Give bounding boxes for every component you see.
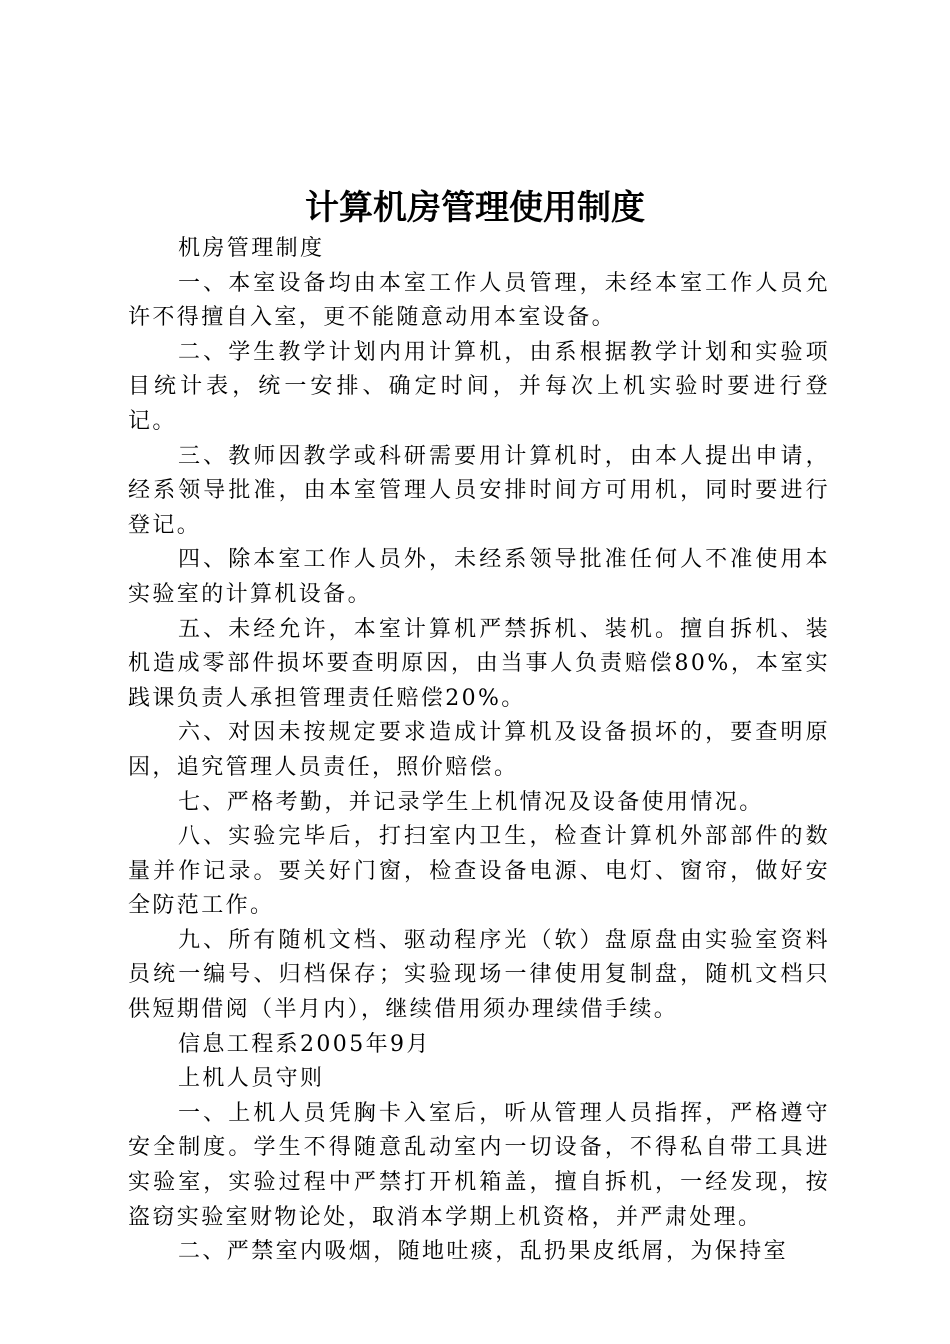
paragraph-user-rule-1: 一、上机人员凭胸卡入室后，听从管理人员指挥，严格遵守安全制度。学生不得随意乱动室内一切设备，不得私自带工具进实验室，实验过程中严禁打开机箱盖，擅自拆机，一经发现，按盗窃实验室财物论处，取消本学期上机资格，并严肃处理。 [128, 1100, 830, 1230]
paragraph-section-heading-2: 上机人员守则 [178, 1066, 325, 1092]
paragraph-rule-5: 五、未经允许，本室计算机严禁拆机、装机。擅自拆机、装机造成零部件损坏要查明原因，由当事人负责赔偿80%，本室实践课负责人承担管理责任赔偿20%。 [128, 616, 830, 711]
paragraph-user-rule-2: 二、严禁室内吸烟，随地吐痰，乱扔果皮纸屑，为保持室 [178, 1239, 789, 1265]
paragraph-signature-date: 信息工程系2005年9月 [178, 1031, 431, 1057]
document-title: 计算机房管理使用制度 [305, 188, 645, 228]
paragraph-rule-4: 四、除本室工作人员外，未经系领导批准任何人不准使用本实验室的计算机设备。 [128, 547, 830, 607]
paragraph-rule-2: 二、学生教学计划内用计算机，由系根据教学计划和实验项目统计表，统一安排、确定时间，并每次上机实验时要进行登记。 [128, 339, 830, 434]
paragraph-rule-8: 八、实验完毕后，打扫室内卫生，检查计算机外部部件的数量并作记录。要关好门窗，检查设备电源、电灯、窗帘，做好安全防范工作。 [128, 824, 830, 919]
paragraph-rule-6: 六、对因未按规定要求造成计算机及设备损坏的，要查明原因，追究管理人员责任，照价赔偿。 [128, 720, 830, 780]
document-body [128, 232, 830, 1270]
paragraph-rule-9: 九、所有随机文档、驱动程序光（软）盘原盘由实验室资料员统一编号、归档保存；实验现场一律使用复制盘，随机文档只供短期借阅（半月内），继续借用须办理续借手续。 [128, 927, 830, 1023]
paragraph-section-heading: 机房管理制度 [178, 236, 325, 261]
paragraph-rule-3: 三、教师因教学或科研需要用计算机时，由本人提出申请，经系领导批准，由本室管理人员安排时间方可用机，同时要进行登记。 [128, 443, 830, 538]
paragraph-rule-1: 一、本室设备均由本室工作人员管理，未经本室工作人员允许不得擅自入室，更不能随意动用本室设备。 [128, 270, 830, 331]
paragraph-rule-7: 七、严格考勤，并记录学生上机情况及设备使用情况。 [178, 789, 764, 815]
